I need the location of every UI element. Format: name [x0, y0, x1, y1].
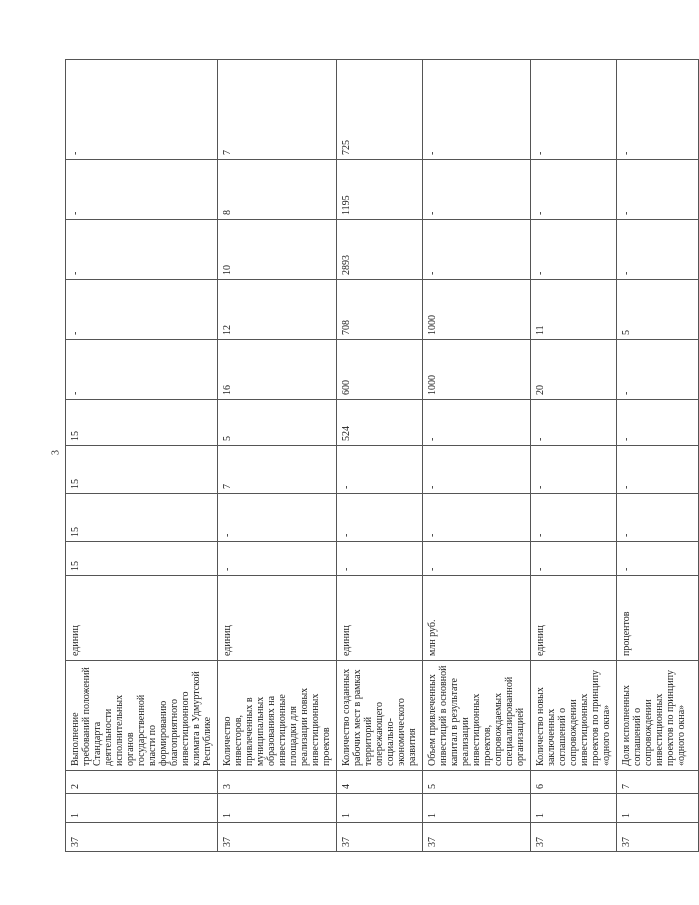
- table-row: [423, 60, 531, 852]
- indicator-name-cell: Количество инвесторов, привлеченных в муниципальных образованиях на инвестиционные площадки для реализации новых инвестиционных проектов: [218, 661, 337, 771]
- value-cell: -: [337, 494, 423, 542]
- rotated-table-container: [65, 60, 687, 852]
- value-cell: -: [218, 494, 337, 542]
- code-1-cell: 37: [218, 823, 337, 852]
- value-cell: -: [66, 280, 218, 340]
- value-cell: -: [531, 542, 617, 576]
- value-cell: -: [66, 340, 218, 400]
- value-cell: -: [423, 446, 531, 494]
- code-1-cell: 37: [337, 823, 423, 852]
- value-cell: 7: [218, 446, 337, 494]
- value-cell: 7: [218, 60, 337, 160]
- value-cell: -: [423, 160, 531, 220]
- value-cell: -: [66, 220, 218, 280]
- table-row: [337, 60, 423, 852]
- value-cell: 1000: [423, 280, 531, 340]
- value-cell: 8: [218, 160, 337, 220]
- indicator-name-cell: Количество новых заключенных соглашений о сопровождении инвестиционных проектов по принципу «одного окна»: [531, 661, 617, 771]
- indicators-table: [65, 59, 699, 852]
- code-2-cell: 1: [531, 794, 617, 823]
- value-cell: 600: [337, 340, 423, 400]
- value-cell: -: [531, 60, 617, 160]
- value-cell: -: [617, 60, 699, 160]
- table-row: [531, 60, 617, 852]
- value-cell: -: [531, 400, 617, 446]
- value-cell: 16: [218, 340, 337, 400]
- table-row: [66, 60, 218, 852]
- table-row: [617, 60, 699, 852]
- value-cell: -: [423, 542, 531, 576]
- value-cell: 15: [66, 494, 218, 542]
- value-cell: -: [617, 160, 699, 220]
- value-cell: 2893: [337, 220, 423, 280]
- value-cell: 708: [337, 280, 423, 340]
- unit-cell: единиц: [66, 576, 218, 661]
- value-cell: 15: [66, 400, 218, 446]
- value-cell: 5: [218, 400, 337, 446]
- code-1-cell: 37: [423, 823, 531, 852]
- value-cell: 1195: [337, 160, 423, 220]
- value-cell: -: [218, 542, 337, 576]
- value-cell: -: [337, 446, 423, 494]
- code-3-cell: 4: [337, 771, 423, 794]
- value-cell: -: [617, 340, 699, 400]
- value-cell: -: [617, 400, 699, 446]
- value-cell: 20: [531, 340, 617, 400]
- page-number: 3: [50, 450, 62, 455]
- value-cell: 15: [66, 446, 218, 494]
- unit-cell: млн руб.: [423, 576, 531, 661]
- value-cell: 5: [617, 280, 699, 340]
- value-cell: -: [617, 220, 699, 280]
- value-cell: -: [617, 542, 699, 576]
- code-3-cell: 5: [423, 771, 531, 794]
- table-row: [218, 60, 337, 852]
- value-cell: 1000: [423, 340, 531, 400]
- unit-cell: единиц: [218, 576, 337, 661]
- code-3-cell: 7: [617, 771, 699, 794]
- value-cell: -: [617, 446, 699, 494]
- value-cell: -: [66, 60, 218, 160]
- value-cell: -: [337, 542, 423, 576]
- code-2-cell: 1: [218, 794, 337, 823]
- value-cell: -: [423, 494, 531, 542]
- value-cell: -: [423, 220, 531, 280]
- code-1-cell: 37: [531, 823, 617, 852]
- code-3-cell: 3: [218, 771, 337, 794]
- code-2-cell: 1: [423, 794, 531, 823]
- value-cell: 15: [66, 542, 218, 576]
- indicator-name-cell: Количество созданных рабочих мест в рамках территорий опережающего социально-экономического развития: [337, 661, 423, 771]
- value-cell: 12: [218, 280, 337, 340]
- unit-cell: единиц: [531, 576, 617, 661]
- value-cell: -: [531, 494, 617, 542]
- code-2-cell: 1: [337, 794, 423, 823]
- indicator-name-cell: Доля исполненных соглашений о сопровождении инвестиционных проектов по принципу «одного окна»: [617, 661, 699, 771]
- value-cell: 524: [337, 400, 423, 446]
- unit-cell: единиц: [337, 576, 423, 661]
- code-3-cell: 6: [531, 771, 617, 794]
- value-cell: -: [66, 160, 218, 220]
- code-2-cell: 1: [617, 794, 699, 823]
- code-3-cell: 2: [66, 771, 218, 794]
- value-cell: -: [531, 446, 617, 494]
- value-cell: 725: [337, 60, 423, 160]
- code-1-cell: 37: [66, 823, 218, 852]
- value-cell: 11: [531, 280, 617, 340]
- value-cell: -: [531, 160, 617, 220]
- value-cell: -: [617, 494, 699, 542]
- unit-cell: процентов: [617, 576, 699, 661]
- indicator-name-cell: Выполнение требований положений Стандарта деятельности исполнительных органов государственной власти по формированию благоприятного инвестиционного климата в Удмуртской Республике: [66, 661, 218, 771]
- code-2-cell: 1: [66, 794, 218, 823]
- indicator-name-cell: Объем привлеченных инвестиций в основной капитал в результате реализации инвестиционных проектов, сопровождаемых специализированной организацией: [423, 661, 531, 771]
- value-cell: 10: [218, 220, 337, 280]
- value-cell: -: [423, 400, 531, 446]
- value-cell: -: [531, 220, 617, 280]
- value-cell: -: [423, 60, 531, 160]
- code-1-cell: 37: [617, 823, 699, 852]
